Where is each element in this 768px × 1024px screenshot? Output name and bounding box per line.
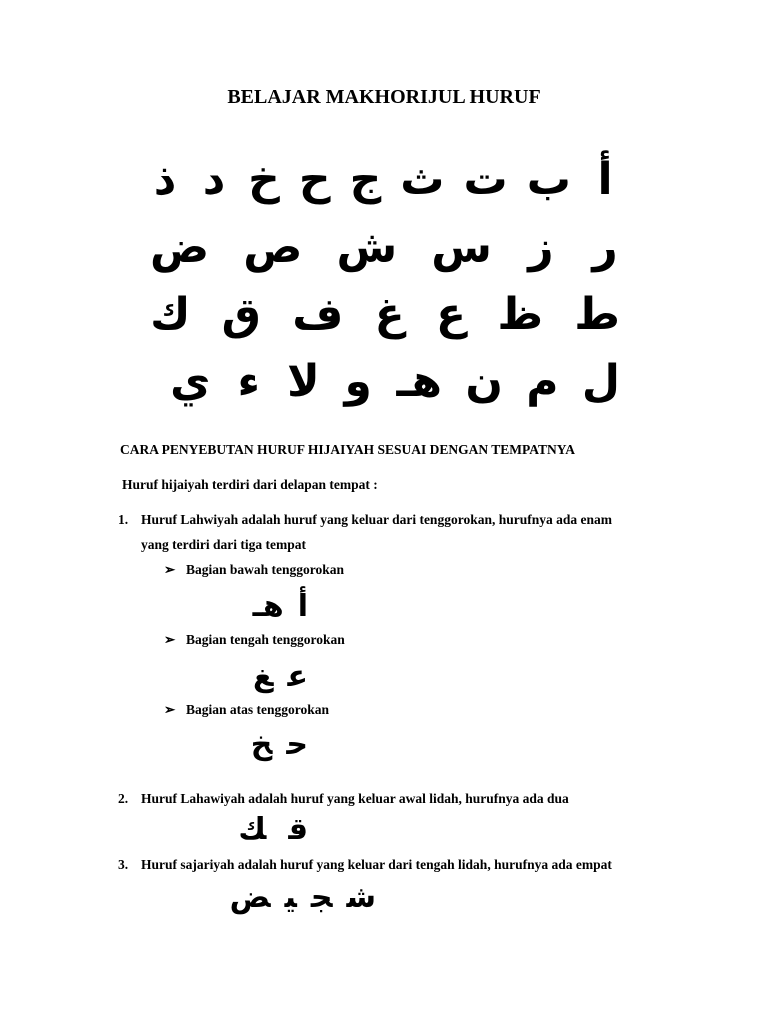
arabic-letter: ي: [284, 880, 297, 915]
arabic-letter: ع: [287, 659, 308, 694]
arabic-letter: خ: [248, 154, 280, 205]
item-text: Huruf sajariyah adalah huruf yang keluar dari tengah lidah, hurufnya ada empat: [141, 857, 612, 872]
arabic-letter: ش: [336, 222, 398, 273]
arabic-letter: ج: [310, 880, 333, 915]
arabic-letter: خ: [250, 727, 273, 762]
arabic-letter: ج: [349, 154, 382, 205]
arabic-letter: ش: [346, 880, 376, 915]
letters-group: [224, 810, 308, 850]
arabic-letter: أ: [597, 154, 613, 205]
page-title: BELAJAR MAKHORIJUL HURUF: [227, 86, 541, 108]
item-text: yang terdiri dari tiga tempat: [141, 537, 306, 552]
arabic-letter: و: [344, 356, 372, 407]
arabic-letter: ث: [400, 154, 445, 205]
arabic-letter: ط: [574, 289, 620, 340]
arabic-letter: ق: [288, 812, 308, 847]
sub-item-label: Bagian atas tenggorokan: [186, 702, 330, 717]
arabic-letter: ق: [221, 289, 262, 340]
alphabet-row-4: [170, 352, 620, 412]
item-text: Huruf Lahawiyah adalah huruf yang keluar awal lidah, hurufnya ada dua: [141, 791, 569, 806]
alphabet-row-2: [150, 218, 620, 278]
item-number: 1.: [118, 512, 129, 527]
arabic-letter: ض: [229, 880, 271, 915]
sub-item-label: Bagian tengah tenggorokan: [186, 632, 345, 647]
arabic-letter: أ: [297, 589, 308, 624]
arabic-letter: هـ: [396, 356, 443, 407]
intro-text: Huruf hijaiyah terdiri dari delapan tempat :: [122, 477, 378, 492]
bullet-icon: ➢: [164, 702, 176, 717]
arabic-letter: ك: [150, 289, 191, 340]
bullet-icon: ➢: [164, 562, 176, 577]
arabic-letter: ت: [463, 154, 508, 205]
arabic-letter: ك: [238, 812, 267, 847]
arabic-letter: ح: [286, 727, 308, 762]
arabic-letter: ع: [436, 289, 467, 340]
sub-item-label: Bagian bawah tenggorokan: [186, 562, 345, 577]
arabic-letter: ز: [528, 222, 554, 273]
arabic-letter: ل: [581, 356, 620, 407]
arabic-letter: ي: [170, 356, 211, 407]
arabic-letter: د: [202, 154, 226, 205]
arabic-letter: ف: [292, 289, 344, 340]
item-text: Huruf Lahwiyah adalah huruf yang keluar dari tenggorokan, hurufnya ada enam: [141, 512, 612, 527]
arabic-letter: لا: [287, 356, 320, 407]
arabic-letter: غ: [253, 659, 274, 694]
letters-group: [239, 587, 308, 627]
arabic-letter: ن: [465, 356, 503, 407]
arabic-letter: م: [526, 356, 559, 407]
arabic-letter: ض: [150, 222, 210, 273]
arabic-letter: س: [431, 222, 492, 273]
arabic-letter: ب: [526, 154, 571, 205]
item-number: 2.: [118, 791, 129, 806]
section-heading: CARA PENYEBUTAN HURUF HIJAIYAH SESUAI DENGAN TEMPATNYA: [120, 442, 576, 457]
arabic-letter: ص: [243, 222, 303, 273]
alphabet-row-3: [150, 285, 620, 345]
arabic-letter: ظ: [497, 289, 544, 340]
item-number: 3.: [118, 857, 129, 872]
arabic-letter: هـ: [252, 589, 284, 624]
arabic-letter: ذ: [153, 154, 177, 205]
letters-group: [216, 878, 376, 918]
letters-group: [237, 725, 308, 765]
arabic-letter: ح: [298, 154, 331, 205]
arabic-letter: ر: [592, 222, 618, 273]
alphabet-row-1: [150, 150, 620, 210]
letters-group: [239, 657, 308, 697]
bullet-icon: ➢: [164, 632, 176, 647]
arabic-letter: ء: [237, 356, 260, 407]
arabic-letter: غ: [374, 289, 405, 340]
